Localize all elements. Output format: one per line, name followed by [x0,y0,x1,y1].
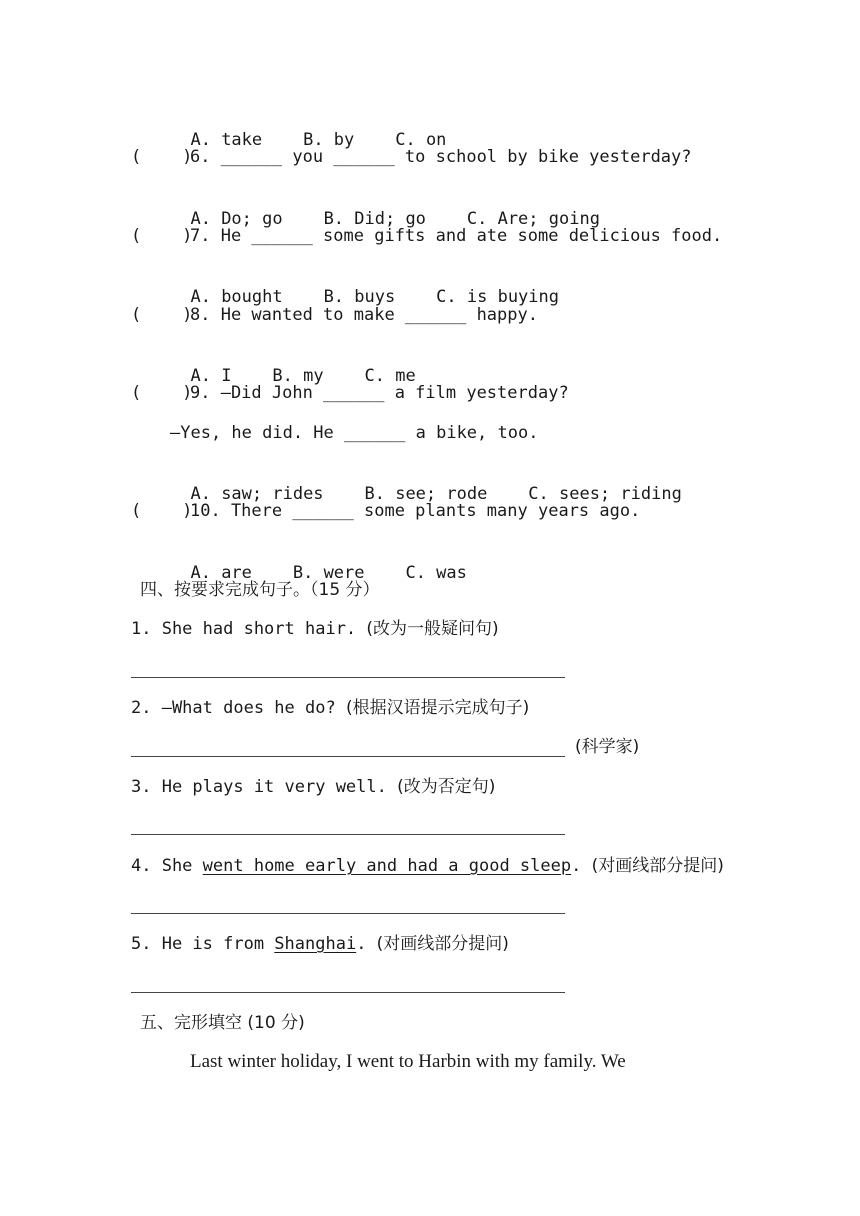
option: C. Are; going [466,209,600,229]
option: B. see; rode [364,484,488,504]
option: A. I [190,366,232,386]
hint-scientist: (科学家) [575,737,640,757]
answer-line[interactable] [131,834,565,835]
answer-paren[interactable]: ( ) [131,501,193,521]
option: C. is buying [436,287,559,307]
option: A. are [190,563,252,583]
cloze-paragraph: Last winter holiday, I went to Harbin with my family. We [190,1051,626,1072]
section-5-title: 五、完形填空 (10 分) [140,1013,305,1033]
q10-options [170,540,467,584]
answer-line[interactable] [131,992,565,993]
q5-options [170,107,446,151]
q7-options [170,264,559,308]
option: A. Do; go [190,209,283,229]
answer-line[interactable] [131,913,565,914]
question-6: 6. ______ you ______ to school by bike yesterday? [190,147,692,167]
option: C. was [405,563,467,583]
option: B. my [272,366,324,386]
answer-paren[interactable]: ( ) [131,305,193,325]
option: A. take [190,130,263,150]
q8-options [170,343,416,387]
answer-paren[interactable]: ( ) [131,383,193,403]
s4-item-3: 3. He plays it very well. (改为否定句) [131,777,496,797]
answer-paren[interactable]: ( ) [131,147,193,167]
option: B. by [303,130,355,150]
question-9-dialogue: —Yes, he did. He ______ a bike, too. [170,423,539,443]
question-9: 9. —Did John ______ a film yesterday? [190,383,569,403]
option: B. were [292,563,365,583]
question-10: 10. There ______ some plants many years ago. [190,501,641,521]
q9-options [170,461,682,505]
answer-paren[interactable]: ( ) [131,226,193,246]
answer-line[interactable] [131,756,565,757]
question-8: 8. He wanted to make ______ happy. [190,305,538,325]
underlined-part: went home early and had a good sleep [202,856,572,876]
q6-options [170,186,600,230]
option: A. bought [190,287,283,307]
option: C. me [364,366,416,386]
s4-item-2: 2. —What does he do? (根据汉语提示完成句子) [131,698,530,718]
option: B. Did; go [323,209,426,229]
section-4-title: 四、按要求完成句子。（15 分） [140,580,380,600]
s4-item-5: 5. He is from Shanghai. (对画线部分提问) [131,934,509,954]
underlined-part: Shanghai [274,934,357,954]
answer-line[interactable] [131,677,565,678]
option: A. saw; rides [190,484,324,504]
option: C. sees; riding [528,484,682,504]
question-7: 7. He ______ some gifts and ate some delicious food. [190,226,723,246]
s4-item-1: 1. She had short hair. (改为一般疑问句) [131,619,499,639]
option: B. buys [323,287,396,307]
option: C. on [395,130,447,150]
s4-item-4: 4. She went home early and had a good sleep. (对画线部分提问) [131,856,724,876]
